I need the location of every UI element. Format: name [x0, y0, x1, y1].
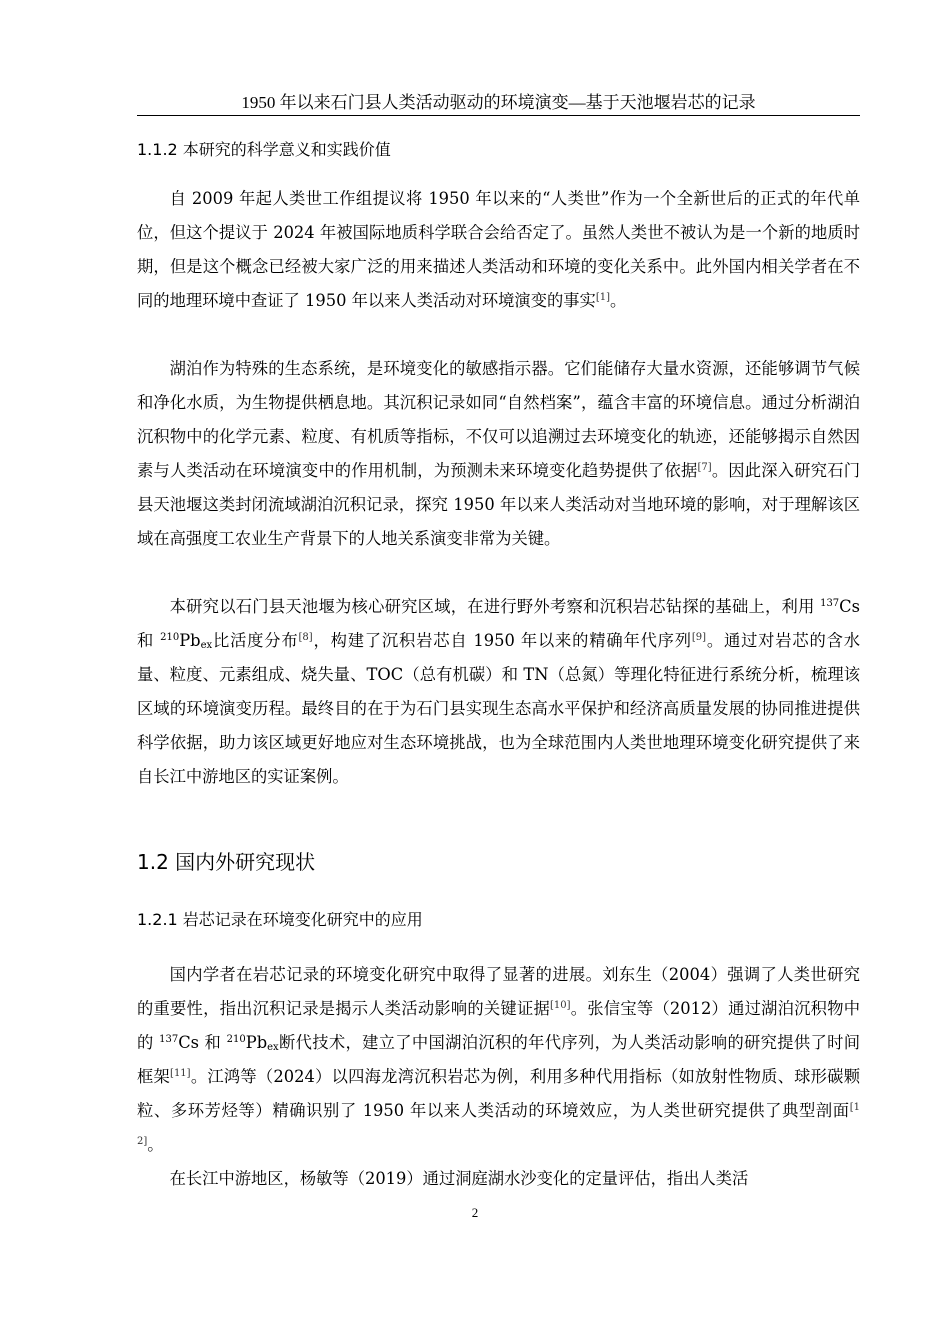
section-heading-1-2-1: 1.2.1 岩芯记录在环境变化研究中的应用 [137, 910, 423, 929]
paragraph-significance-3 [137, 590, 860, 794]
paragraph-text: 自 2009 年起人类世工作组提议将 1950 年以来的“人类世”作为一个全新世后的正式的年代单位，但这个提议于 2024 年被国际地质科学联合会给否定了。虽然人类世不被认为是一个新的地质时期，但是这个概念已经被大家广泛的用来描述人类活动和环境的变化关系中。此外国内相关学者在不同的地理环境中查证了 1950 年以来人类活动对环境演变的事实 [137, 189, 860, 310]
header-rule [137, 115, 860, 116]
citation-ref: [10] [550, 1000, 571, 1011]
citation-ref: [8] [298, 632, 313, 643]
isotope-mass-number: 210 [160, 632, 180, 643]
paragraph-text: 。张信宝等（2012）通过湖泊沉积物中的 [137, 999, 860, 1052]
citation-ref: [9] [691, 632, 707, 643]
paragraph-text: 比活度分布 [212, 631, 299, 650]
paragraph-text: 国内学者在岩芯记录的环境变化研究中取得了显著的进展。刘东生（2004）强调了人类世研究的重要性，指出沉积记录是揭示人类活动影响的关键证据 [137, 965, 860, 1018]
running-header: 1950 年以来石门县人类活动驱动的环境演变—基于天池堰岩芯的记录 [241, 93, 756, 112]
paragraph-text: 在长江中游地区，杨敏等（2019）通过洞庭湖水沙变化的定量评估，指出人类活 [169, 1169, 749, 1188]
paragraph-text: 湖泊作为特殊的生态系统，是环境变化的敏感指示器。它们能储存大量水资源，还能够调节气候和净化水质，为生物提供栖息地。其沉积记录如同“自然档案”，蕴含丰富的环境信息。通过分析湖泊沉积物中的化学元素、粒度、有机质等指标，不仅可以追溯过去环境变化的轨迹，还能够揭示自然因素与人类活动在环境演变中的作用机制，为预测未来环境变化趋势提供了依据 [137, 359, 860, 480]
paragraph-significance-1 [137, 182, 860, 318]
isotope-mass-number: 137 [820, 598, 840, 609]
isotope-pb: Pb [179, 631, 201, 650]
paragraph-text: 。 [147, 1135, 164, 1154]
paragraph-core-records-2 [137, 1162, 860, 1196]
isotope-pb: Pb [245, 1033, 268, 1052]
paragraph-text: 。通过对岩芯的含水量、粒度、元素组成、烧失量、TOC（总有机碳）和 TN（总氮）等理化特征进行系统分析，梳理该区域的环境演变历程。最终目的在于为石门县实现生态高水平保护和经济高质量发展的协同推进提供科学依据，助力该区域更好地应对生态环境挑战，也为全球范围内人类世地理环境变化研究提供了来自长江中游地区的实证案例。 [137, 631, 860, 786]
citation-ref: [11] [170, 1068, 191, 1079]
isotope-subscript: ex [267, 1042, 279, 1053]
section-heading-1-2: 1.2 国内外研究现状 [137, 850, 316, 874]
citation-ref: [7] [697, 462, 712, 473]
paragraph-text: 。因此深入研究石门县天池堰这类封闭流域湖泊沉积记录，探究 1950 年以来人类活动对当地环境的影响，对于理解该区域在高强度工农业生产背景下的人地关系演变非常为关键。 [137, 461, 860, 548]
isotope-cs: Cs 和 [137, 597, 860, 650]
paragraph-text: 。 [610, 291, 627, 310]
paragraph-text: 。江鸿等（2024）以四海龙湾沉积岩芯为例，利用多种代用指标（如放射性物质、球形碳颗粒、多环芳烃等）精确识别了 1950 年以来人类活动的环境效应，为人类世研究提供了典型剖面 [137, 1067, 860, 1120]
isotope-subscript: ex [200, 640, 213, 651]
citation-ref: [12] [137, 1102, 860, 1147]
paragraph-text: 本研究以石门县天池堰为核心研究区域，在进行野外考察和沉积岩芯钻探的基础上，利用 [169, 597, 821, 616]
citation-ref: [1] [595, 292, 610, 303]
section-heading-1-1-2: 1.1.2 本研究的科学意义和实践价值 [137, 140, 391, 159]
page-number: 2 [471, 1205, 479, 1220]
isotope-mass-number: 210 [226, 1034, 246, 1045]
paragraph-core-records-1 [137, 958, 860, 1162]
isotope-mass-number: 137 [159, 1034, 179, 1045]
paragraph-significance-2 [137, 352, 860, 556]
paragraph-text: ，构建了沉积岩芯自 1950 年以来的精确年代序列 [312, 631, 692, 650]
paragraph-text: 断代技术，建立了中国湖泊沉积的年代序列，为人类活动影响的研究提供了时间框架 [137, 1033, 860, 1086]
isotope-cs: Cs 和 [178, 1033, 227, 1052]
